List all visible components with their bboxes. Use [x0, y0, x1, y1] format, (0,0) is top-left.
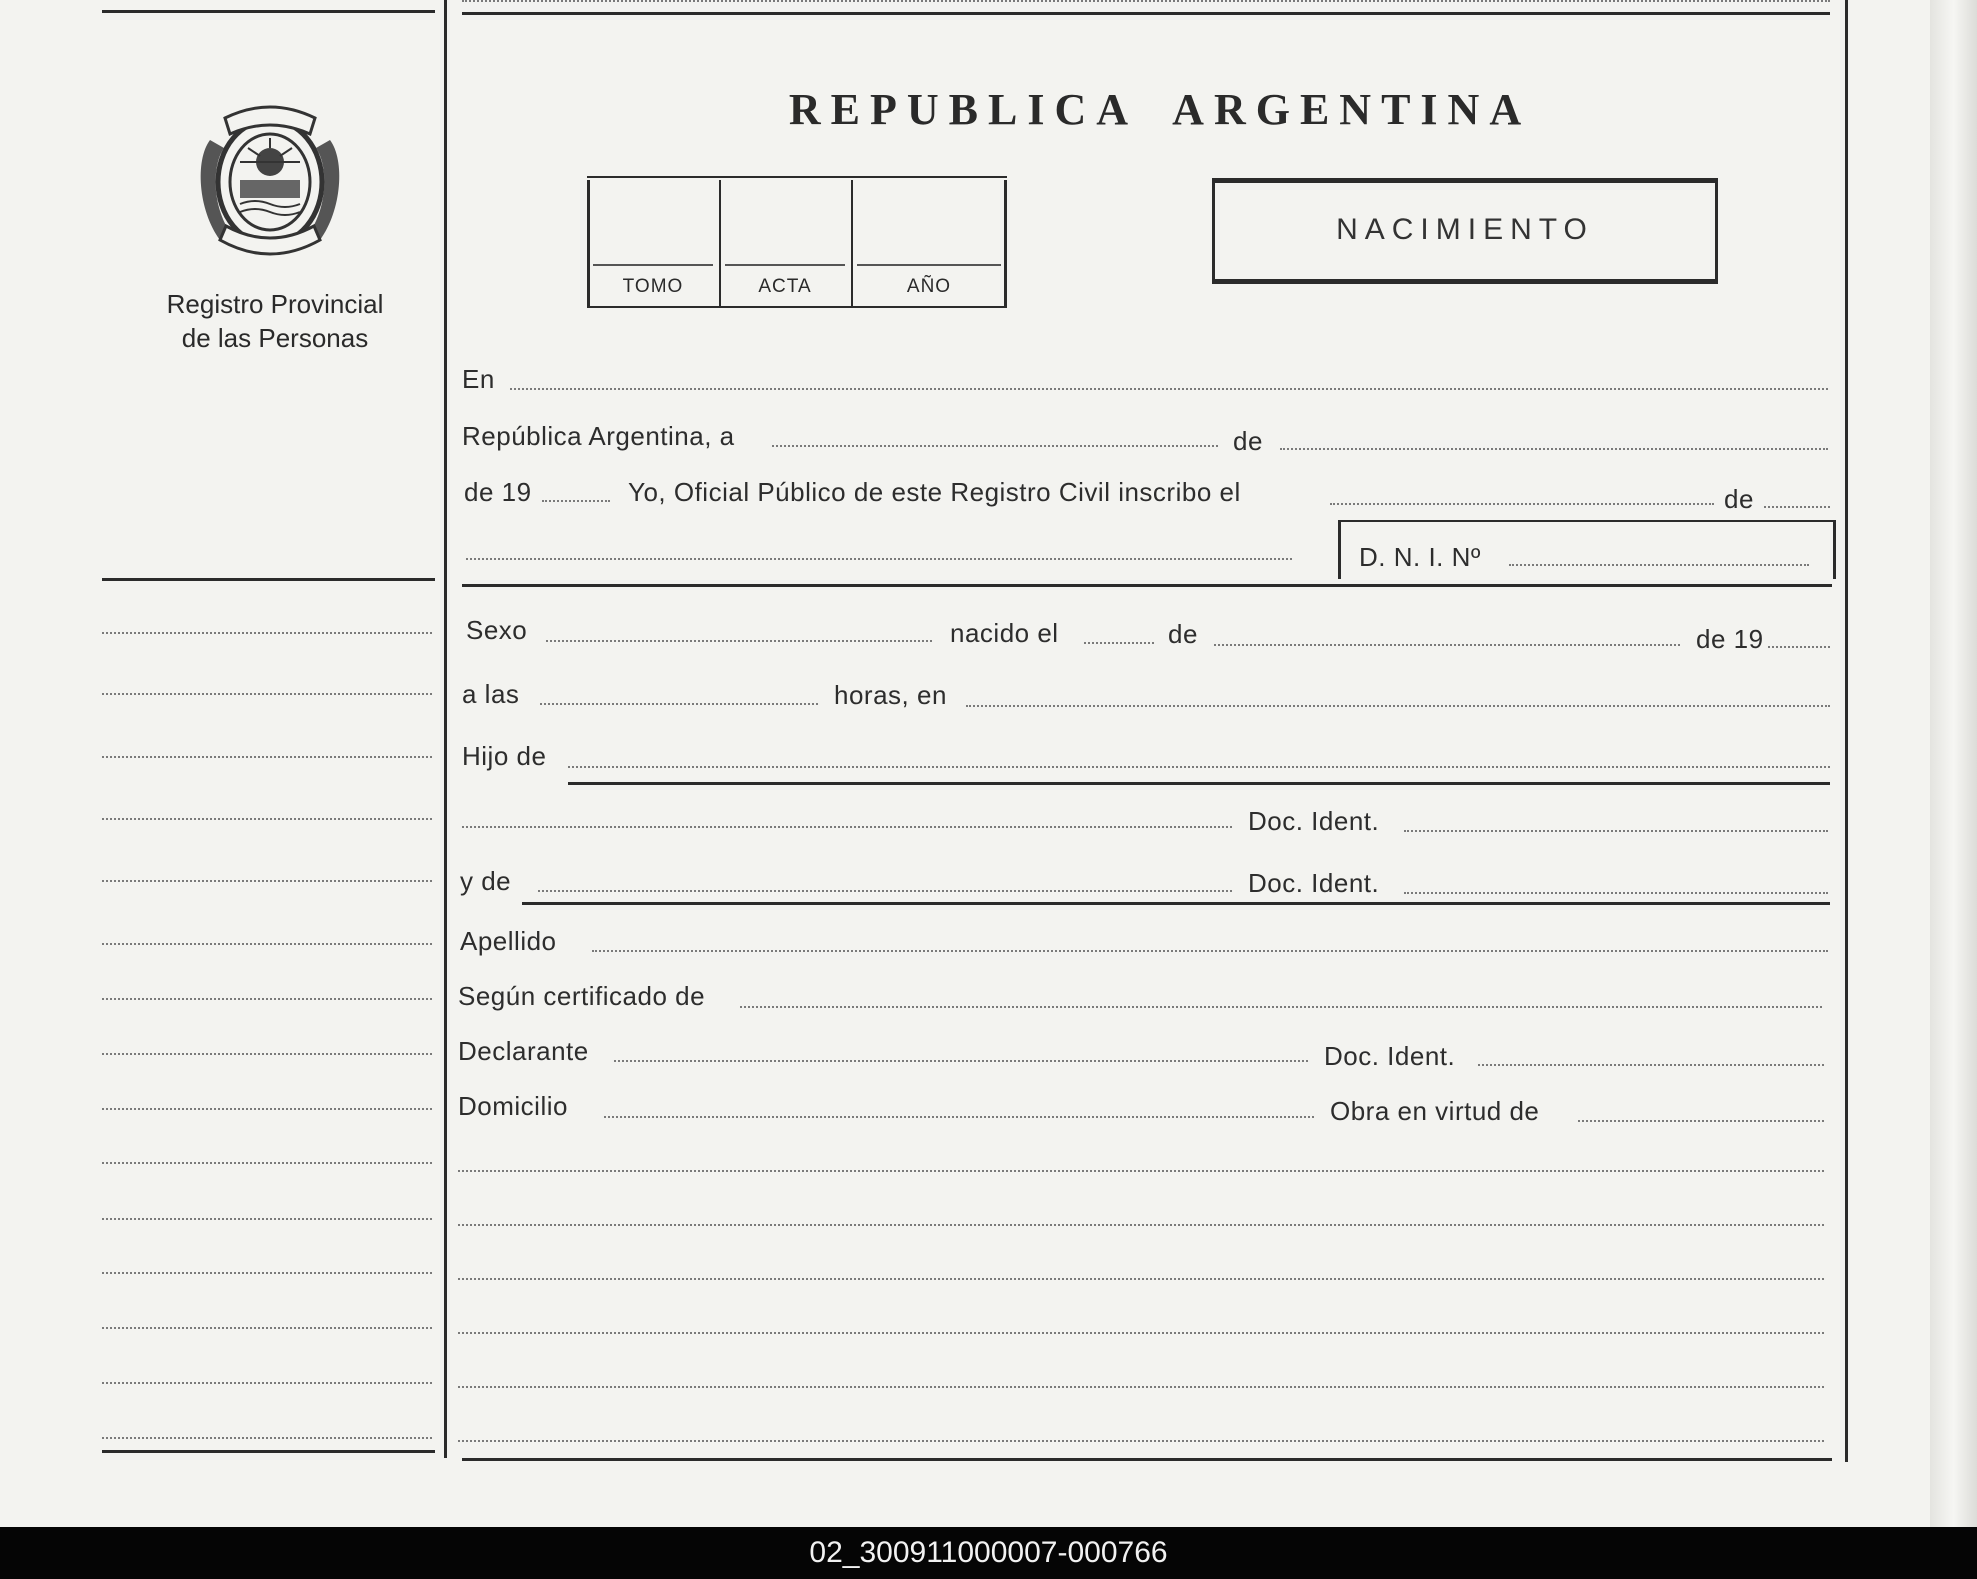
de-label: de	[1724, 484, 1754, 514]
de-label: de	[1168, 619, 1198, 649]
margin-note-line	[102, 1382, 432, 1384]
margin-note-line	[102, 818, 432, 820]
apellido-label: Apellido	[460, 926, 557, 956]
right-border	[1845, 0, 1848, 1462]
mother-underline-rule	[522, 902, 1830, 905]
republica-label: República Argentina, a	[462, 421, 735, 451]
record-reference-table	[587, 176, 1007, 308]
a-las-label: a las	[462, 679, 520, 709]
birth-year-field[interactable]	[1768, 646, 1830, 648]
margin-note-line	[102, 943, 432, 945]
margin-note-line	[102, 998, 432, 1000]
inscription-continuation-field[interactable]	[466, 558, 1292, 560]
anio-field[interactable]	[851, 176, 1007, 308]
father-underline-rule	[568, 782, 1830, 785]
margin-note-line	[102, 1272, 432, 1274]
margin-note-line	[102, 1162, 432, 1164]
time-field[interactable]	[540, 703, 818, 705]
main-top-rule	[462, 12, 1830, 15]
apellido-field[interactable]	[592, 950, 1828, 952]
de-label: de	[1233, 426, 1263, 456]
notes-line[interactable]	[458, 1170, 1824, 1172]
en-field[interactable]	[510, 388, 1828, 390]
y-de-label: y de	[460, 866, 512, 896]
dni-field[interactable]	[1509, 564, 1809, 566]
tomo-field[interactable]	[587, 176, 719, 308]
birth-month-field[interactable]	[1214, 644, 1680, 646]
domicilio-field[interactable]	[604, 1116, 1314, 1118]
notes-line[interactable]	[458, 1386, 1824, 1388]
document-type-label: NACIMIENTO	[1336, 213, 1594, 246]
main-top-dotted-line	[462, 0, 1830, 2]
notes-line[interactable]	[458, 1224, 1824, 1226]
en-label: En	[462, 364, 495, 394]
notes-line[interactable]	[458, 1440, 1824, 1442]
father-continuation-field[interactable]	[462, 826, 1232, 828]
day-field[interactable]	[772, 445, 1218, 447]
oficial-statement: Yo, Oficial Público de este Registro Civil inscribo el	[628, 477, 1241, 507]
certificate-field[interactable]	[740, 1006, 1822, 1008]
declarante-doc-field[interactable]	[1478, 1064, 1824, 1066]
main-bottom-rule	[462, 1458, 1832, 1461]
margin-note-line	[102, 880, 432, 882]
left-column-section-rule	[102, 578, 435, 581]
doc-ident-label: Doc. Ident.	[1248, 806, 1380, 836]
margin-note-line	[102, 1218, 432, 1220]
dni-box	[1338, 520, 1836, 579]
nacido-el-label: nacido el	[950, 618, 1059, 648]
domicilio-label: Domicilio	[458, 1091, 568, 1121]
year-field[interactable]	[542, 500, 610, 502]
anio-label: AÑO	[906, 276, 952, 297]
margin-note-line	[102, 756, 432, 758]
registry-name-line2: de las Personas	[181, 323, 369, 353]
mother-doc-field[interactable]	[1404, 892, 1828, 894]
page-title: REPUBLICA ARGENTINA	[788, 85, 1532, 134]
margin-note-line	[102, 632, 432, 634]
scan-id: 02_300911000007-000766	[809, 1536, 1168, 1569]
document-type-box	[1212, 182, 1718, 280]
birth-year-prefix-label: de 19	[1696, 624, 1764, 654]
obra-en-virtud-field[interactable]	[1578, 1120, 1824, 1122]
declarante-field[interactable]	[614, 1060, 1308, 1062]
obra-en-virtud-label: Obra en virtud de	[1330, 1096, 1540, 1126]
doc-ident-label: Doc. Ident.	[1324, 1041, 1456, 1071]
segun-certificado-label: Según certificado de	[458, 981, 706, 1011]
column-divider	[444, 0, 447, 1458]
left-column-bottom-rule	[102, 1450, 435, 1453]
left-column-top-rule	[102, 10, 435, 13]
misiones-coat-of-arms-icon	[190, 100, 350, 270]
inscription-field[interactable]	[1330, 503, 1714, 505]
margin-note-line	[102, 693, 432, 695]
sexo-label: Sexo	[466, 615, 528, 645]
registry-name-line1: Registro Provincial	[166, 289, 384, 319]
acta-label: ACTA	[758, 276, 812, 297]
acta-field[interactable]	[719, 176, 851, 308]
doc-ident-label: Doc. Ident.	[1248, 868, 1380, 898]
horas-en-label: horas, en	[834, 680, 947, 710]
dni-label: D. N. I. Nº	[1359, 542, 1481, 572]
registry-name	[130, 287, 420, 355]
scan-id-strip	[0, 1527, 1977, 1579]
mother-name-field[interactable]	[538, 890, 1232, 892]
hijo-de-label: Hijo de	[462, 741, 547, 771]
margin-note-line	[102, 1108, 432, 1110]
notes-line[interactable]	[458, 1278, 1824, 1280]
declarante-label: Declarante	[458, 1036, 589, 1066]
margin-note-line	[102, 1437, 432, 1439]
birth-day-field[interactable]	[1084, 642, 1154, 644]
margin-note-line	[102, 1053, 432, 1055]
margin-note-line	[102, 1327, 432, 1329]
father-name-field[interactable]	[568, 766, 1830, 768]
notes-line[interactable]	[458, 1332, 1824, 1334]
father-doc-field[interactable]	[1404, 830, 1828, 832]
birthplace-field[interactable]	[966, 705, 1830, 707]
inscription-month-field[interactable]	[1764, 506, 1830, 508]
page-edge	[1930, 0, 1977, 1527]
sexo-field[interactable]	[546, 640, 932, 642]
month-field[interactable]	[1280, 448, 1828, 450]
tomo-label: TOMO	[622, 276, 684, 297]
main-section-rule	[462, 584, 1832, 587]
year-prefix-label: de 19	[464, 477, 532, 507]
